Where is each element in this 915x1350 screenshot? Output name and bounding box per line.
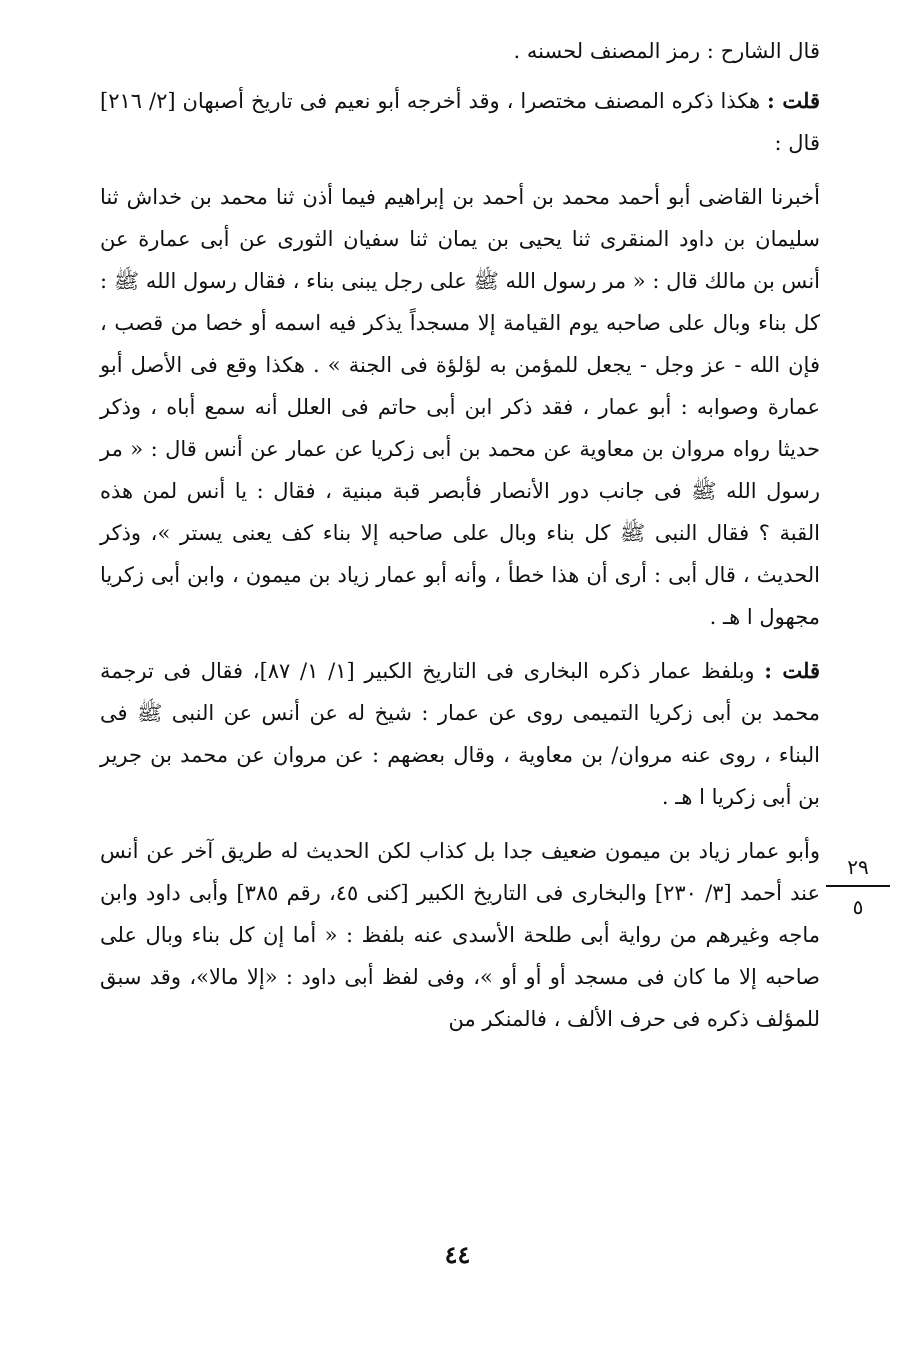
paragraph-commentator-note xyxy=(100,30,820,72)
margin-reference-top: ٢٩ xyxy=(847,855,869,879)
paragraph-qultu-2 xyxy=(100,650,820,818)
paragraph-lead: قلت : xyxy=(767,88,820,113)
paragraph-text: قال الشارح : رمز المصنف لحسنه . xyxy=(513,39,820,63)
margin-reference-rule xyxy=(826,885,890,887)
page-number: ٤٤ xyxy=(444,1240,471,1269)
paragraph-isnad xyxy=(100,176,820,638)
paragraph-text: هكذا ذكره المصنف مختصرا ، وقد أخرجه أبو نعيم فى تاريخ أصبهان [٢/ ٢١٦] قال : xyxy=(100,89,820,155)
paragraph-abu-ammar xyxy=(100,830,820,1040)
page-body xyxy=(100,30,820,1052)
paragraph-text: أخبرنا القاضى أبو أحمد محمد بن أحمد بن إبراهيم فيما أذن ثنا محمد بن خداش ثنا سليمان بن داود المنقرى ثنا يحيى بن يمان ثنا سفيان الثورى عن أبى عمارة عن أنس بن مالك قال : « مر رسول الله ﷺ على رجل يبنى بناء ، فقال رسول الله ﷺ : كل بناء وبال على صاحبه يوم القيامة إلا مسجداً يذكر فيه اسمه أو خصا من قصب ، فإن الله - عز وجل - يجعل للمؤمن به لؤلؤة فى الجنة » . هكذا وقع فى الأصل أبو عمارة وصوابه : أبو عمار ، فقد ذكر ابن أبى حاتم فى العلل أنه سمع أباه ، وذكر حديثا رواه مروان بن معاوية عن محمد بن أبى زكريا عن عمار عن أنس قال : « مر رسول الله ﷺ فى جانب دور الأنصار فأبصر قبة مبنية ، فقال : يا أنس لمن هذه القبة ؟ فقال النبى ﷺ كل بناء وبال على صاحبه إلا بناء كف يعنى يستر »، وذكر الحديث ، قال أبى : أرى أن هذا خطأ ، وأنه أبو عمار زياد بن ميمون ، وابن أبى زكريا مجهول ا هـ . xyxy=(100,185,820,629)
paragraph-qultu-1 xyxy=(100,80,820,164)
margin-reference xyxy=(826,855,890,919)
paragraph-text: وبلفظ عمار ذكره البخارى فى التاريخ الكبير [١/ ١/ ٨٧]، فقال فى ترجمة محمد بن أبى زكريا التميمى روى عن عمار : شيخ له عن أنس عن النبى ﷺ فى البناء ، روى عنه مروان/ بن معاوية ، وقال بعضهم : عن مروان عن محمد بن جرير بن أبى زكريا ا هـ . xyxy=(100,659,820,809)
margin-reference-bottom: ٥ xyxy=(852,895,864,919)
paragraph-text: وأبو عمار زياد بن ميمون ضعيف جدا بل كذاب لكن الحديث له طريق آخر عن أنس عند أحمد [٣/ ٢٣٠] والبخارى فى التاريخ الكبير [كنى ٤٥، رقم ٣٨٥] وأبى داود وابن ماجه وغيرهم من رواية أبى طلحة الأسدى عنه بلفظ : « أما إن كل بناء وبال على صاحبه إلا ما كان فى مسجد أو أو أو »، وفى لفظ أبى داود : «إلا مالا»، وقد سبق للمؤلف ذكره فى حرف الألف ، فالمنكر من xyxy=(100,839,820,1031)
paragraph-lead: قلت : xyxy=(764,658,820,683)
